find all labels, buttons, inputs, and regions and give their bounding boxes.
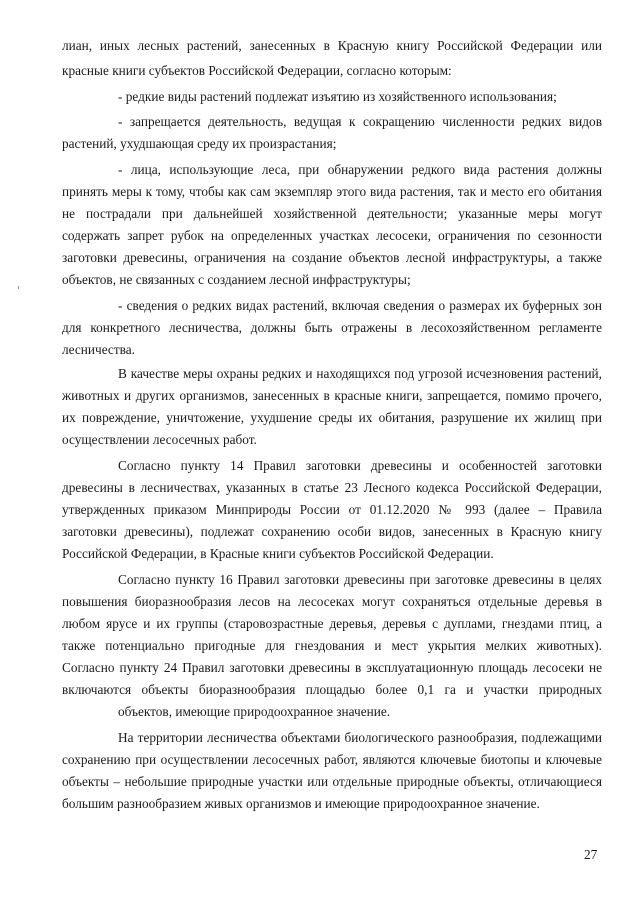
text-line: объектов, имеющие природоохранное значение. (118, 704, 391, 719)
paragraph-first-line: На территории лесничества объектами биологического разнообразия, подлежащими (118, 730, 602, 745)
text-line: лиан, иных лесных растений, занесенных в Красную книгу Российской Федерации или (62, 38, 602, 53)
text-line: древесины в лесничествах, указанных в статье 23 Лесного кодекса Российской Федерации, (62, 480, 602, 495)
text-line: содержать запрет рубок на определенных участках лесосеки, ограничения по сезонности (62, 228, 602, 243)
text-line: любом ярусе и их группы (старовозрастные деревья, деревья с дуплами, гнездами птиц, а (62, 616, 602, 631)
text-line: для конкретного лесничества, должны быть отражены в лесохозяйственном регламенте (62, 320, 602, 335)
text-line: большим разнообразием живых организмов и имеющие природоохранное значение. (62, 796, 540, 811)
paragraph-first-line: В качестве меры охраны редких и находящихся под угрозой исчезновения растений, (118, 366, 602, 381)
list-item-line: - лица, использующие леса, при обнаружении редкого вида растения должны (118, 162, 602, 177)
paragraph-first-line: Согласно пункту 14 Правил заготовки древесины и особенностей заготовки (118, 458, 602, 473)
text-line: объекты – небольшие природные участки или отдельные природные объекты, отличающиеся (62, 774, 602, 789)
text-line: их повреждение, уничтожение, ухудшение среды их обитания, разрушение их жилищ при (62, 410, 602, 425)
text-line: не пострадали при дальнейшей хозяйственной деятельности; указанные меры могут (62, 206, 602, 221)
text-line: Согласно пункту 24 Правил заготовки древесины в эксплуатационную площадь лесосеки не (62, 660, 602, 675)
list-item-line: - сведения о редких видах растений, включая сведения о размерах их буферных зон (118, 298, 602, 313)
text-line: осуществлении лесосечных работ. (62, 432, 257, 447)
text-line: объектов, не связанных с созданием лесной инфраструктуры; (62, 272, 411, 287)
text-line: растений, ухудшающая среду их произрастания; (62, 136, 337, 151)
text-line: сохранению при осуществлении лесосечных работ, являются ключевые биотопы и ключевые (62, 752, 602, 767)
text-line: повышения биоразнообразия лесов на лесосеках могут сохраняться отдельные деревья в (62, 594, 602, 609)
paragraph-first-line: Согласно пункту 16 Правил заготовки древесины при заготовке древесины в целях (118, 572, 602, 587)
text-line: заготовки древесины), подлежат сохранению особи видов, занесенных в Красную книгу (62, 524, 602, 539)
text-line: также потенциально пригодные для гнездования и мест укрытия мелких животных). (62, 638, 602, 653)
list-item-line: - редкие виды растений подлежат изъятию из хозяйственного использования; (118, 89, 557, 104)
text-line: заготовки древесины, ограничения на создание объектов лесной инфраструктуры, а также (62, 250, 602, 265)
page-number: 27 (584, 847, 598, 862)
text-line: лесничества. (62, 342, 135, 357)
text-line: включаются объекты биоразнообразия площадью более 0,1 га и участки природных (62, 682, 602, 697)
list-item-line: - запрещается деятельность, ведущая к сокращению численности редких видов (118, 114, 602, 129)
scan-speck (18, 286, 19, 289)
text-line: животных и других организмов, занесенных в красные книги, запрещается, помимо прочего, (62, 388, 602, 403)
text-line: принять меры к тому, чтобы как сам экземпляр этого вида растения, так и место его обитания (62, 184, 602, 199)
text-line: утвержденных приказом Минприроды России от 01.12.2020 № 993 (далее – Правила (62, 502, 602, 517)
text-line: Российской Федерации, в Красные книги субъектов Российской Федерации. (62, 546, 494, 561)
text-line: красные книги субъектов Российской Федерации, согласно которым: (62, 63, 452, 78)
